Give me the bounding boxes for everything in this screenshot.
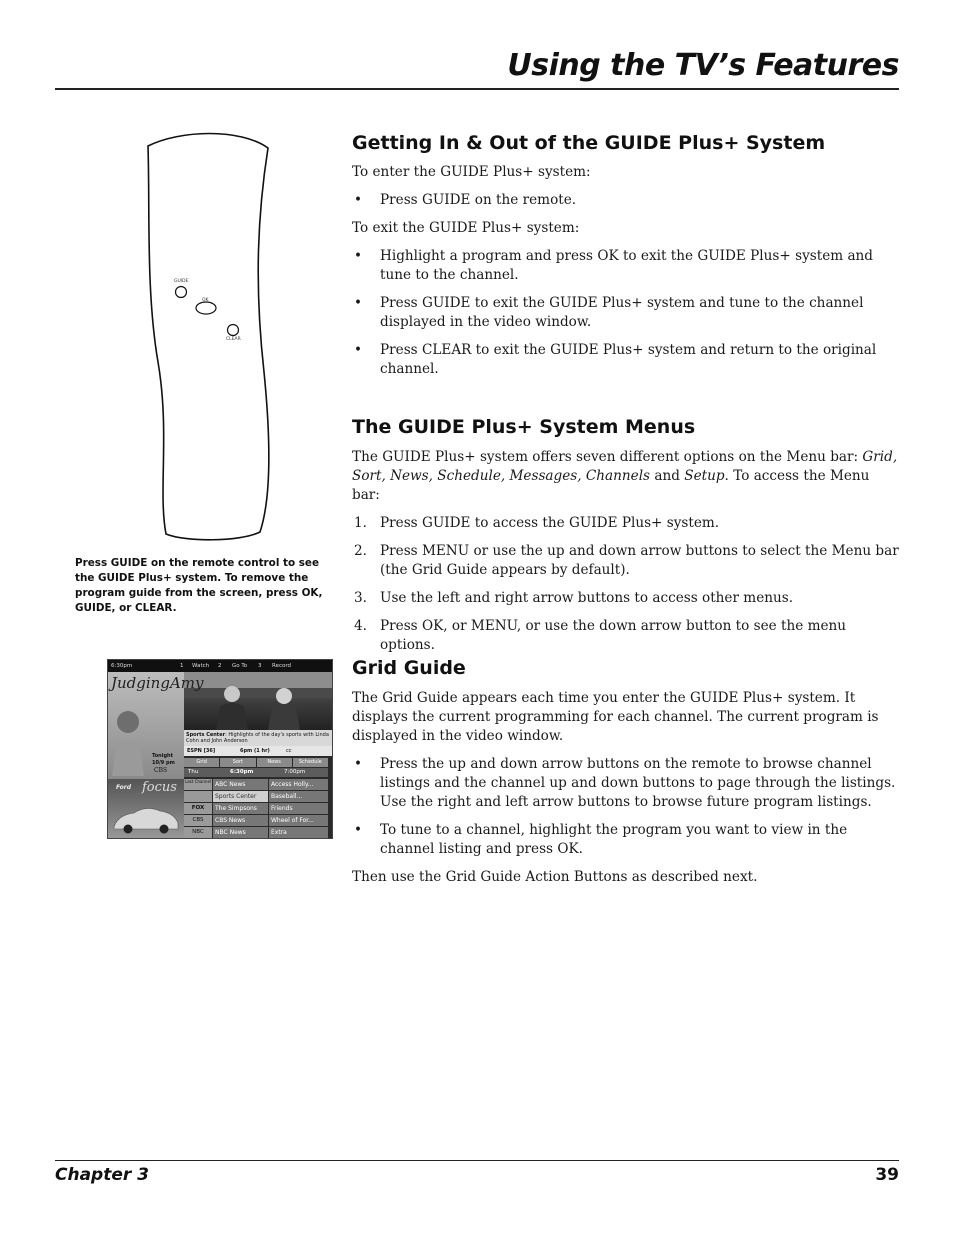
guide-row[interactable] [184, 791, 328, 803]
ad-time: 10/9 pm [152, 760, 175, 766]
page-title: Using the TV’s Features [507, 48, 899, 83]
section-grid-guide-body [352, 689, 900, 887]
footer-rule [55, 1160, 899, 1161]
tab-grid[interactable]: Grid [184, 758, 219, 767]
guide-row[interactable] [184, 803, 328, 815]
section-heading-getting-in-out: Getting In & Out of the GUIDE Plus+ System [352, 132, 826, 154]
menus-setup: Setup [684, 468, 725, 484]
guide-row[interactable] [184, 827, 328, 839]
guide-program[interactable]: Extra [269, 827, 328, 838]
guide-program[interactable]: NBC News [213, 827, 268, 838]
action-record: Record [272, 663, 292, 669]
footer-page-number: 39 [875, 1165, 899, 1185]
bullet-item: • Press CLEAR to exit the GUIDE Plus+ system and return to the original channel. [354, 342, 877, 377]
guide-clock: 6:30pm [111, 663, 133, 669]
bullet-text: Highlight a program and press OK to exit the GUIDE Plus+ system and tune to the channel. [380, 248, 874, 283]
guide-channel [184, 791, 212, 802]
bullet-item: • Press GUIDE to exit the GUIDE Plus+ system and tune to the channel displayed in the video window. [354, 295, 864, 330]
guide-channel: NBC [184, 827, 212, 838]
menus-list: Grid, Sort, News, Schedule, Messages, Channels [352, 449, 898, 484]
grid-guide-closing: Then use the Grid Guide Action Buttons as described next. [352, 869, 758, 885]
video-anchors-image [184, 672, 333, 730]
bullet-text: To tune to a channel, highlight the program you want to view in the channel listing and press OK. [380, 822, 848, 857]
cc-indicator: cc [286, 748, 292, 754]
remote-caption: Press GUIDE on the remote control to see the GUIDE Plus+ system. To remove the program guide from the screen, press OK, GUIDE, or CLEAR. [75, 557, 323, 614]
remote-control-illustration [140, 122, 280, 546]
numbered-step: 3. Use the left and right arrow buttons to access other menus. [354, 590, 794, 606]
section-menus-body [352, 448, 900, 655]
guide-row[interactable] [184, 815, 328, 827]
program-info [184, 730, 333, 746]
tab-schedule[interactable]: Schedule [293, 758, 328, 767]
section-getting-in-out-body [352, 163, 900, 379]
section-heading-menus: The GUIDE Plus+ System Menus [352, 416, 696, 438]
guide-button-icon[interactable] [176, 287, 187, 298]
ad-model: focus [142, 780, 177, 795]
header-rule [55, 88, 899, 90]
current-channel: ESPN [36] [187, 748, 216, 754]
guide-program[interactable]: ABC News [213, 779, 268, 790]
tab-news[interactable]: News [257, 758, 292, 767]
guide-time-2: 7:00pm [284, 769, 306, 775]
menus-text-b: . To access the Menu bar: [352, 468, 870, 503]
exit-intro: To exit the GUIDE Plus+ system: [352, 220, 580, 236]
step-text: Press GUIDE to access the GUIDE Plus+ system. [380, 515, 720, 531]
guide-button-label: GUIDE [174, 279, 189, 284]
numbered-step: 2. Press MENU or use the up and down arrow buttons to select the Menu bar (the Grid Guide appears by default). [354, 543, 899, 578]
enter-intro: To enter the GUIDE Plus+ system: [352, 164, 591, 180]
ad-portrait-image [110, 700, 146, 776]
bullet-text: Press the up and down arrow buttons on the remote to browse channel listings and the channel up and down buttons to page through the listings. Use the right and left arrow buttons to browse future program listings. [380, 756, 896, 810]
bullet-text: Press CLEAR to exit the GUIDE Plus+ system and return to the original channel. [380, 342, 877, 377]
clear-button-icon[interactable] [228, 325, 239, 336]
tab-sort[interactable]: Sort [220, 758, 255, 767]
ad-network: CBS [154, 767, 168, 774]
action-goto: Go To [232, 663, 248, 669]
bullet-item: • Press the up and down arrow buttons on the remote to browse channel listings and the channel up and down buttons to page through the listings. Use the right and left arrow buttons to browse future program listings. [354, 756, 896, 810]
step-text: Press OK, or MENU, or use the down arrow button to see the menu options. [380, 618, 847, 653]
grid-guide-paragraph: The Grid Guide appears each time you enter the GUIDE Plus+ system. It displays the current programming for each channel. The current program is displayed in the video window. [352, 690, 879, 744]
numbered-step: 1. Press GUIDE to access the GUIDE Plus+ system. [354, 515, 720, 531]
remote-outline [148, 134, 269, 540]
action-number: 1 [180, 663, 184, 669]
step-text: Use the left and right arrow buttons to access other menus. [380, 590, 794, 606]
ad-brand: Ford [116, 784, 132, 791]
guide-channel: Last Channel [184, 779, 212, 790]
menus-text-a: The GUIDE Plus+ system offers seven different options on the Menu bar: [352, 449, 863, 465]
menus-text-and: and [650, 468, 685, 484]
section-heading-grid-guide: Grid Guide [352, 657, 466, 679]
action-number: 2 [218, 663, 222, 669]
menus-paragraph [352, 448, 900, 505]
bullet-item: • Press GUIDE on the remote. [354, 192, 577, 208]
guide-time-1: 6:30pm [230, 769, 254, 775]
guide-program[interactable]: The Simpsons [213, 803, 268, 814]
clear-button-label: CLEAR [226, 337, 241, 342]
ad-show-title: JudgingAmy [111, 674, 204, 692]
guide-time-row [184, 768, 328, 777]
guide-program[interactable]: Baseball... [269, 791, 328, 802]
current-slot: 6pm (1 hr) [240, 748, 270, 754]
grid-guide-screenshot [107, 659, 333, 839]
video-window [184, 672, 333, 730]
bullet-text: Press GUIDE to exit the GUIDE Plus+ system and tune to the channel displayed in the video window. [380, 295, 864, 330]
guide-program-highlighted[interactable]: Sports Center [213, 791, 268, 802]
bullet-item: • Highlight a program and press OK to exit the GUIDE Plus+ system and tune to the channel. [354, 248, 874, 283]
bullet-item: • To tune to a channel, highlight the program you want to view in the channel listing and press OK. [354, 822, 848, 857]
ok-button-label: OK [202, 298, 209, 303]
action-number: 3 [258, 663, 262, 669]
ad-tonight: Tonight [152, 753, 173, 759]
guide-program[interactable]: CBS News [213, 815, 268, 826]
car-image [112, 803, 180, 835]
footer-chapter: Chapter 3 [55, 1165, 150, 1185]
channel-info-bar [184, 746, 333, 756]
step-text: Press MENU or use the up and down arrow buttons to select the Menu bar (the Grid Guide appears by default). [380, 543, 899, 578]
guide-top-bar [108, 660, 333, 672]
guide-program[interactable]: Wheel of For... [269, 815, 328, 826]
guide-grid [184, 779, 328, 839]
info-title: Sports Center [186, 732, 226, 738]
guide-program[interactable]: Friends [269, 803, 328, 814]
guide-row[interactable] [184, 779, 328, 791]
guide-channel: CBS [184, 815, 212, 826]
car-ad-panel [108, 779, 184, 839]
guide-channel: FOX [184, 803, 212, 814]
numbered-step: 4. Press OK, or MENU, or use the down arrow button to see the menu options. [354, 618, 847, 653]
guide-program[interactable]: Access Holly... [269, 779, 328, 790]
action-watch: Watch [192, 663, 210, 669]
info-description: : Highlights of the day's sports with Linda Cohn and John Anderson [186, 732, 329, 744]
ok-button-icon[interactable] [196, 302, 216, 314]
guide-menu-tabs[interactable] [184, 758, 328, 767]
guide-day: Thu [188, 769, 199, 775]
bullet-text: Press GUIDE on the remote. [380, 192, 577, 208]
